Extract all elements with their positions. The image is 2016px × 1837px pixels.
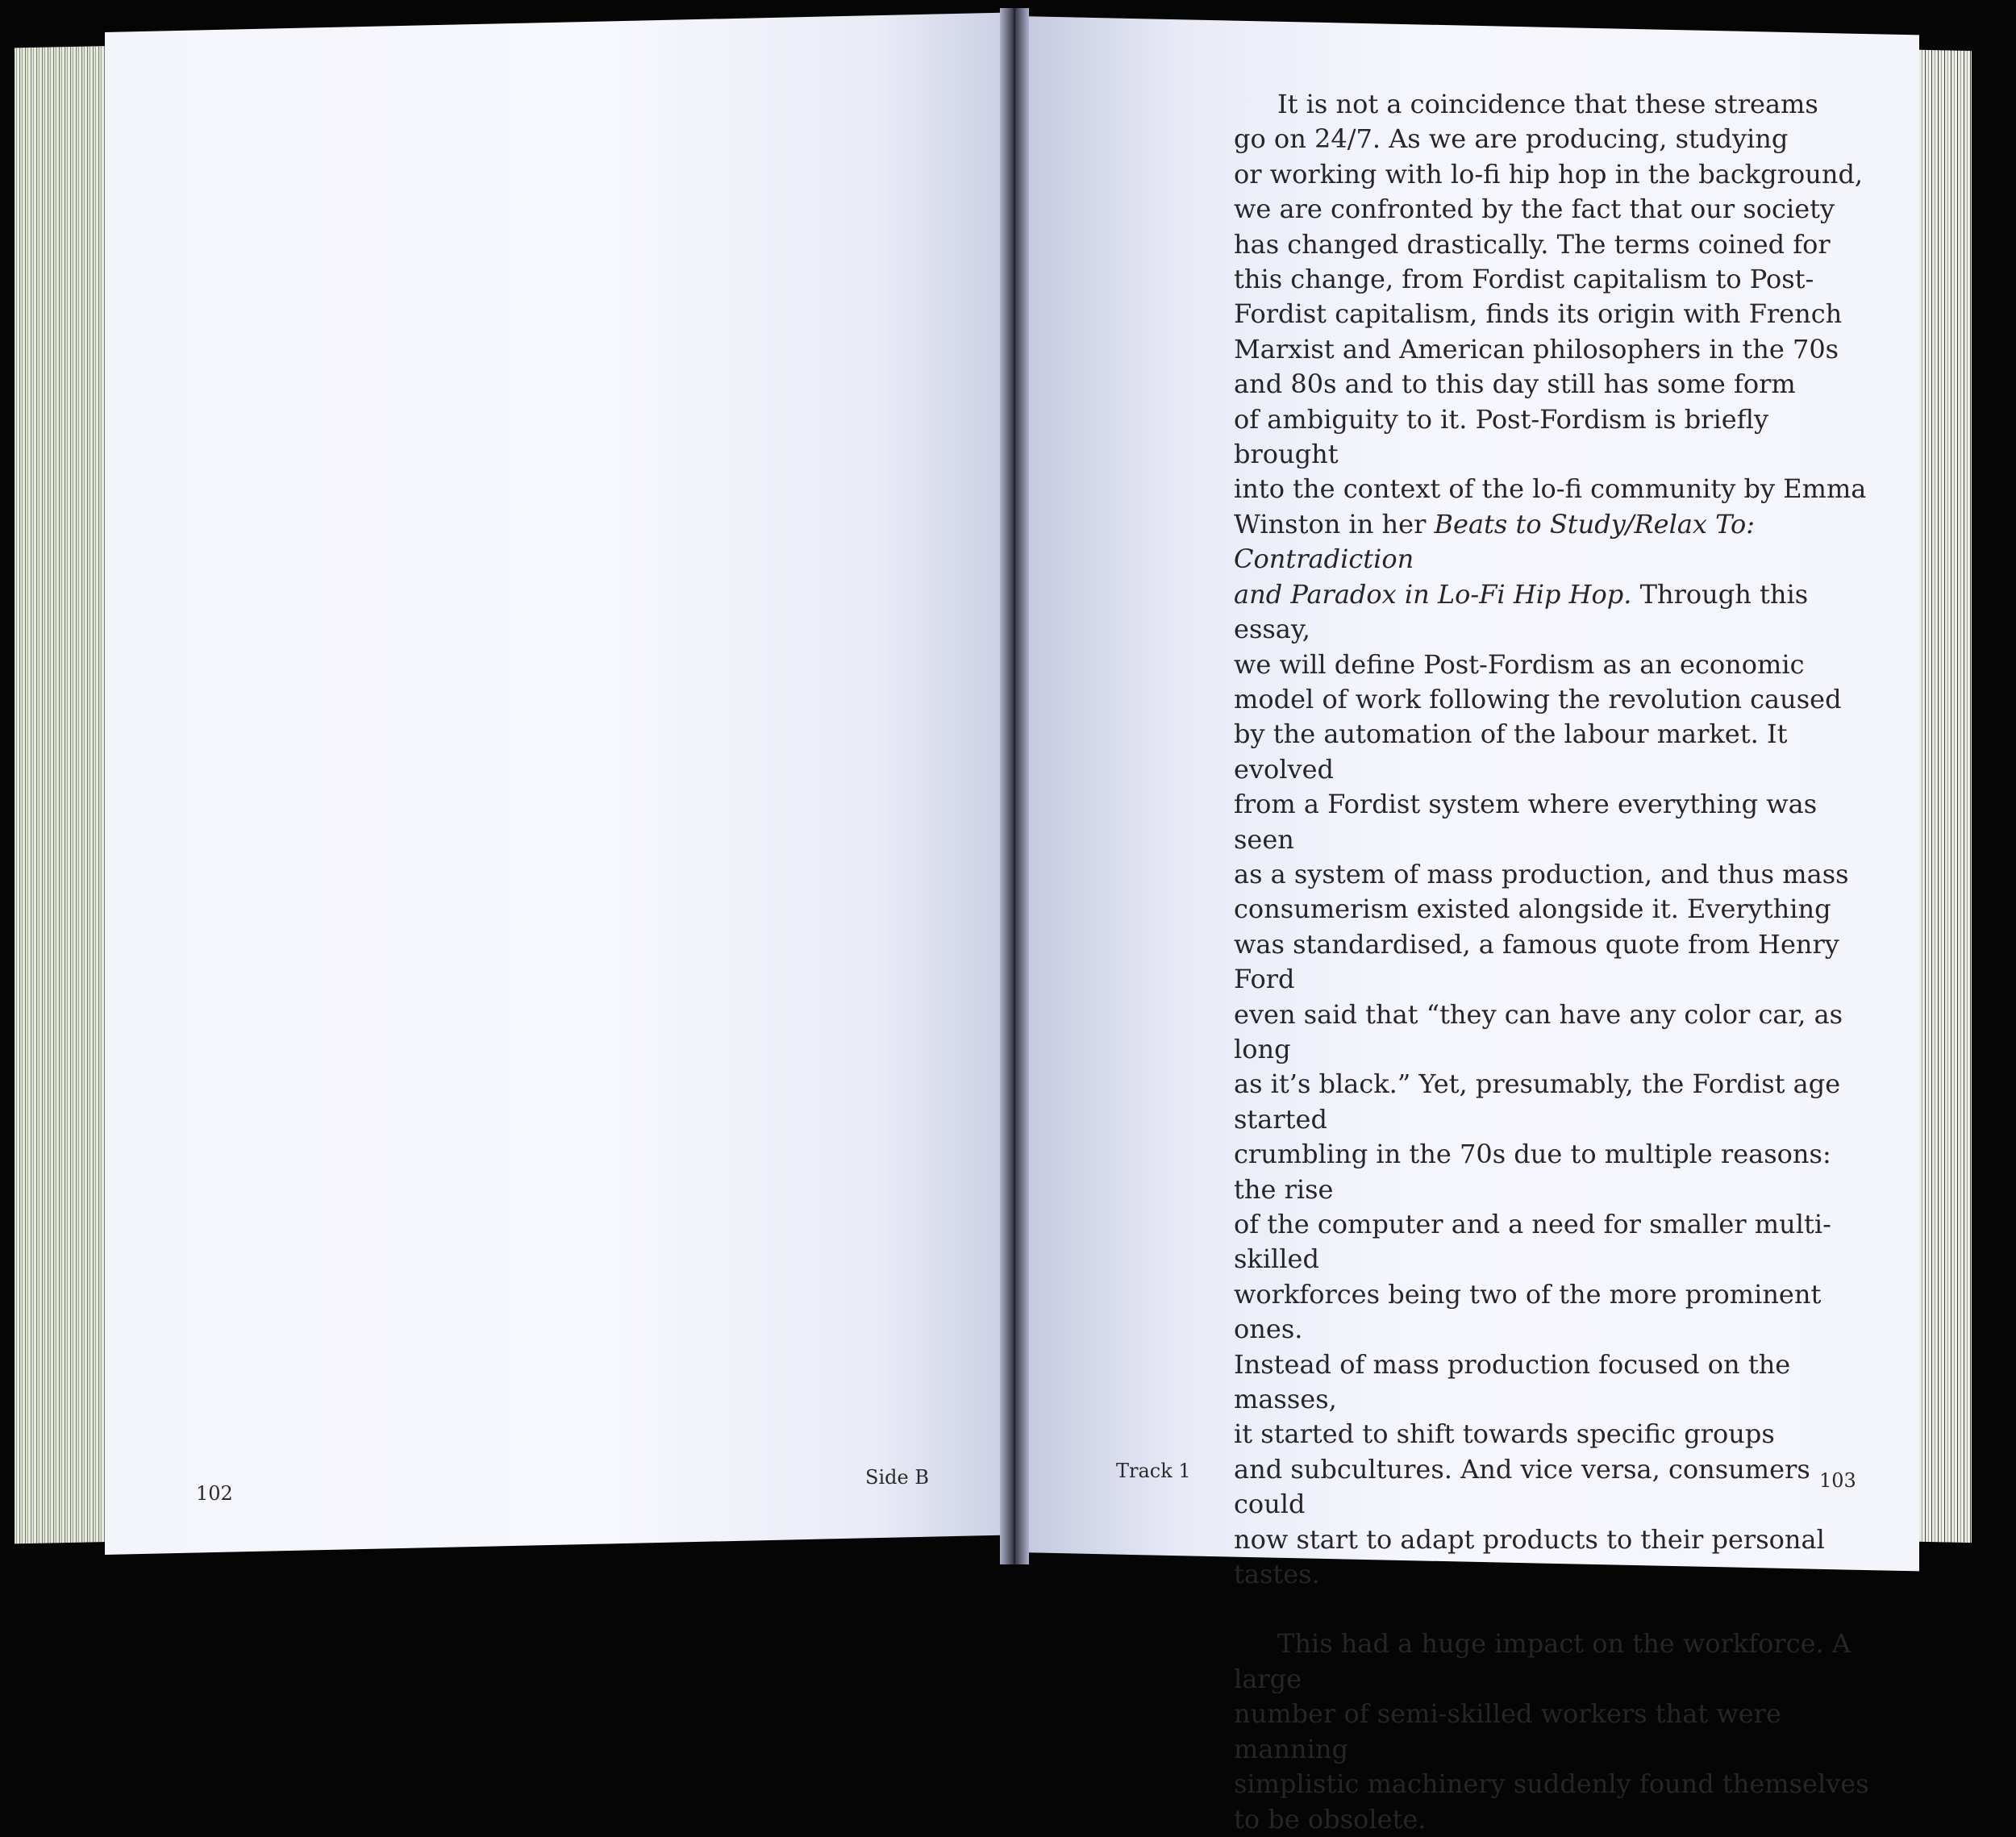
left-page (105, 12, 1014, 1555)
paragraph-2: This had a huge impact on the workforce. A large number of semi-skilled workers that were manning simplistic machinery suddenly found themselves to be obsolete. (1234, 1628, 1869, 1835)
paragraph-1-text-before-title: It is not a coincidence that these streams go on 24/7. As we are producing, studying or working with lo-fi hip hop in the background, we are confronted by the fact that our society has changed drastically. The terms coined for this change, from Fordist capitalism to Post- Fordist capitalism, finds its origin with French Marxist and American philosophers in the 70s and 80s and to this day still has some form of ambiguity to it. Post-Fordism is briefly brought into the context of the lo-fi community by Emma Winston in her (1234, 89, 1867, 539)
left-running-head: Side B (865, 1466, 929, 1489)
paragraph-1 (1234, 87, 1871, 1592)
book-gutter (1000, 8, 1029, 1564)
essay-title: Beats to Study/Relax To: Contradiction and Paradox in Lo-Fi Hip Hop. (1234, 508, 1756, 610)
right-running-head: Track 1 (1116, 1460, 1191, 1482)
left-page-number: 102 (196, 1482, 233, 1505)
paragraph-1-text-after-title: Through this essay, we will define Post-Fordism as an economic model of work following the revolution caused by the automation of the labour market. It evolved from a Fordist system where everything was seen as a system of mass production, and thus mass consumerism existed alongside it. Everything was standardised, a famous quote from Henry Ford even said that “they can have any color car, as long as it’s black.” Yet, presumably, the Fordist age started crumbling in the 70s due to multiple reasons: the rise of the computer and a need for smaller multi-skilled workforces being two of the more prominent ones. Instead of mass production focused on the masses, it started to shift towards specific groups and subcultures. And vice versa, consumers could now start to adapt products to their personal tastes. (1234, 578, 1849, 1590)
right-page-number: 103 (1819, 1469, 1856, 1492)
right-page-body-text (1234, 87, 1871, 1837)
